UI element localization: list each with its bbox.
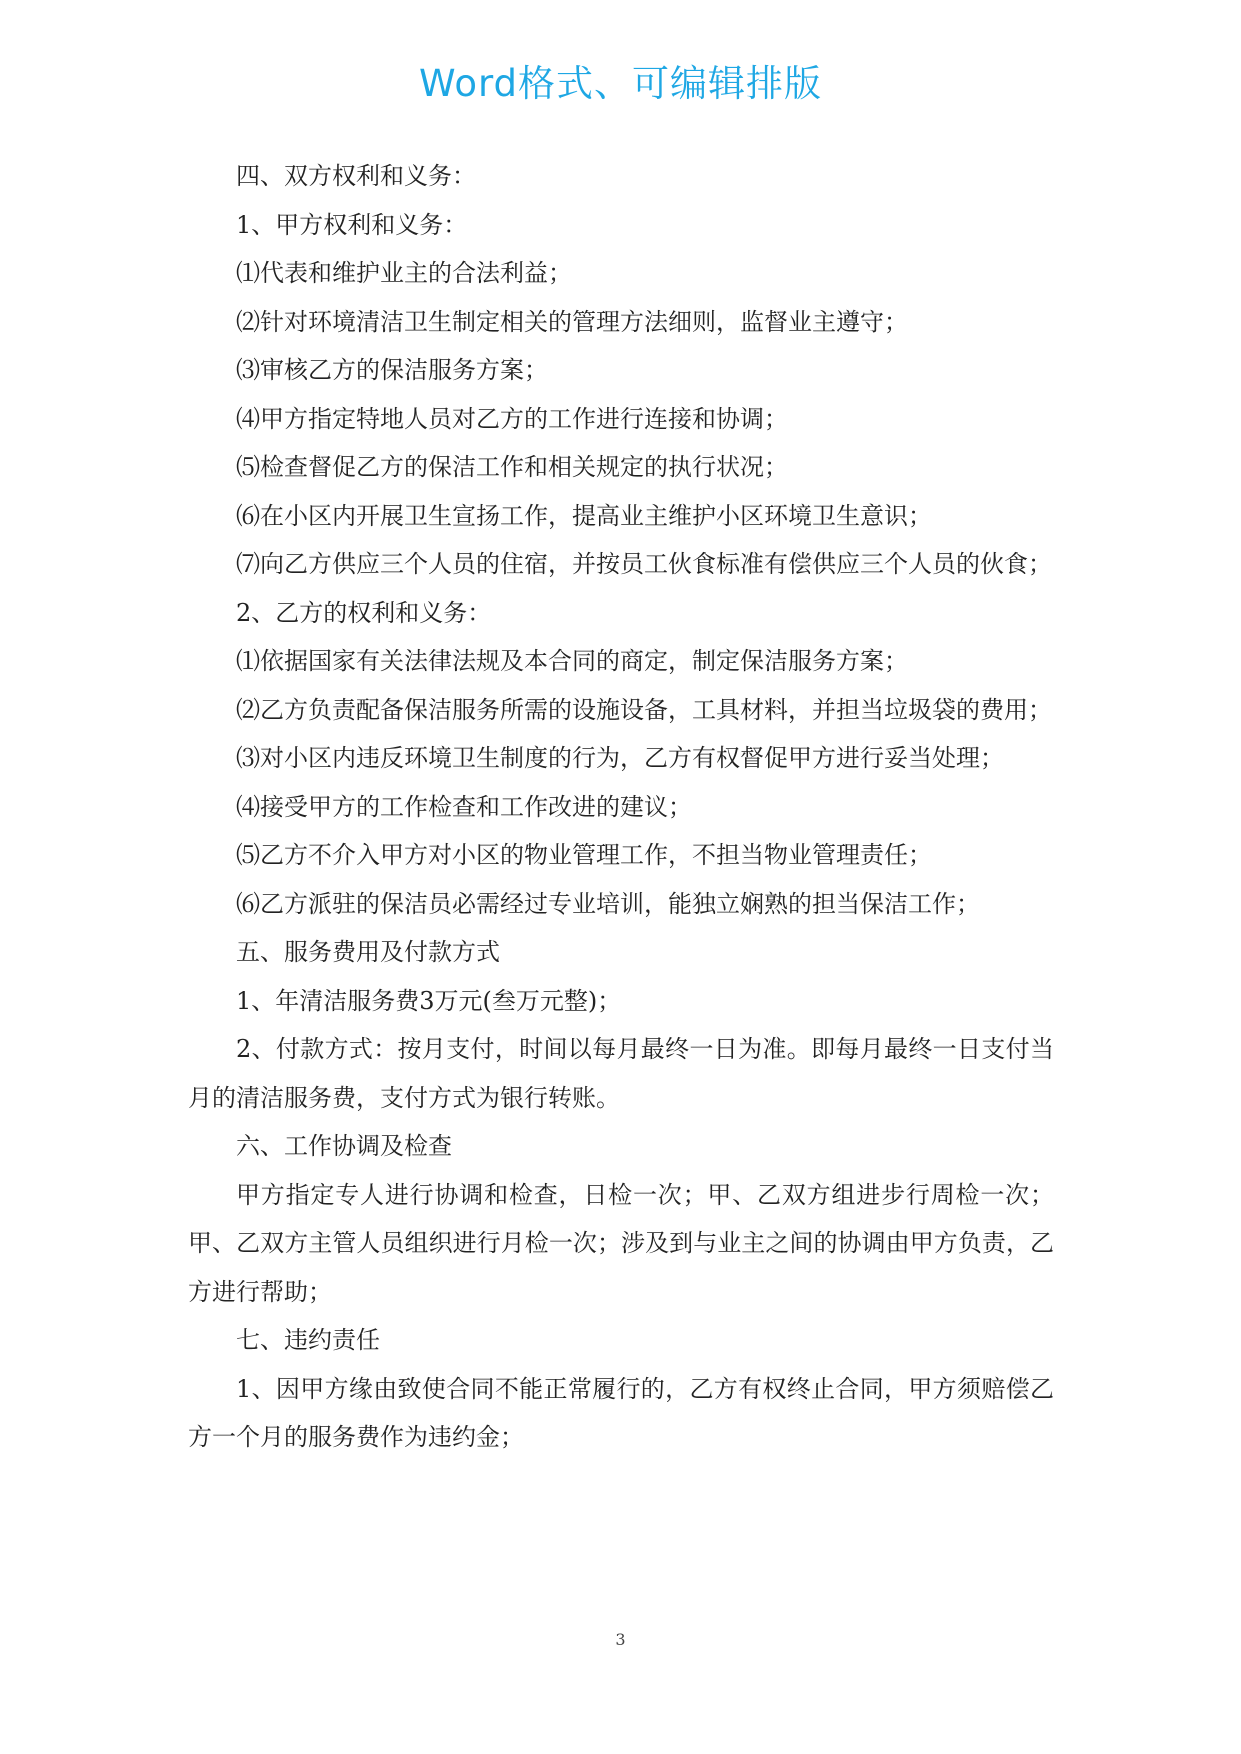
page-header-title: Word格式、可编辑排版 xyxy=(418,62,823,105)
subheading-party-a: 1、甲方权利和义务： xyxy=(236,210,468,239)
list-item: ⑴代表和维护业主的合法利益； xyxy=(236,259,572,287)
list-item: ⑺向乙方供应三个人员的住宿，并按员工伙食标准有偿供应三个人员的伙食； xyxy=(236,550,1052,578)
list-item: 2、付款方式：按月支付，时间以每月最终一日为准。即每月最终一日支付当月的清洁服务费，支付方式为银行转账。 xyxy=(188,1035,1054,1112)
section-heading-fees-payment: 五、服务费用及付款方式 xyxy=(236,938,500,966)
list-item: ⑵乙方负责配备保洁服务所需的设施设备，工具材料，并担当垃圾袋的费用； xyxy=(236,695,1052,724)
subheading-party-b: 2、乙方的权利和义务： xyxy=(236,598,492,627)
document-body xyxy=(188,152,1054,1462)
section-heading-liability: 七、违约责任 xyxy=(236,1326,380,1354)
list-item: ⑹在小区内开展卫生宣扬工作，提高业主维护小区环境卫生意识； xyxy=(236,501,932,530)
list-item: ⑹乙方派驻的保洁员必需经过专业培训，能独立娴熟的担当保洁工作； xyxy=(236,889,980,918)
list-item: ⑵针对环境清洁卫生制定相关的管理方法细则，监督业主遵守； xyxy=(236,307,908,336)
list-item: 1、因甲方缘由致使合同不能正常履行的，乙方有权终止合同，甲方须赔偿乙方一个月的服务费作为违约金； xyxy=(188,1374,1054,1451)
list-item: ⑶审核乙方的保洁服务方案； xyxy=(236,356,548,384)
page-number: 3 xyxy=(615,1630,626,1649)
body-paragraph: 甲方指定专人进行协调和检查，日检一次；甲、乙双方组进步行周检一次；甲、乙双方主管人员组织进行月检一次；涉及到与业主之间的协调由甲方负责，乙方进行帮助； xyxy=(188,1180,1054,1306)
section-heading-rights-obligations: 四、双方权利和义务： xyxy=(236,162,476,190)
list-item: ⑶对小区内违反环境卫生制度的行为，乙方有权督促甲方进行妥当处理； xyxy=(236,744,1004,772)
list-item: ⑷甲方指定特地人员对乙方的工作进行连接和协调； xyxy=(236,404,788,433)
section-heading-coordination: 六、工作协调及检查 xyxy=(236,1132,452,1160)
list-item: ⑴依据国家有关法律法规及本合同的商定，制定保洁服务方案； xyxy=(236,647,908,675)
list-item: 1、年清洁服务费3万元(叁万元整)； xyxy=(236,986,622,1015)
list-item: ⑸乙方不介入甲方对小区的物业管理工作，不担当物业管理责任； xyxy=(236,841,932,869)
list-item: ⑷接受甲方的工作检查和工作改进的建议； xyxy=(236,792,692,821)
list-item: ⑸检查督促乙方的保洁工作和相关规定的执行状况； xyxy=(236,453,788,481)
